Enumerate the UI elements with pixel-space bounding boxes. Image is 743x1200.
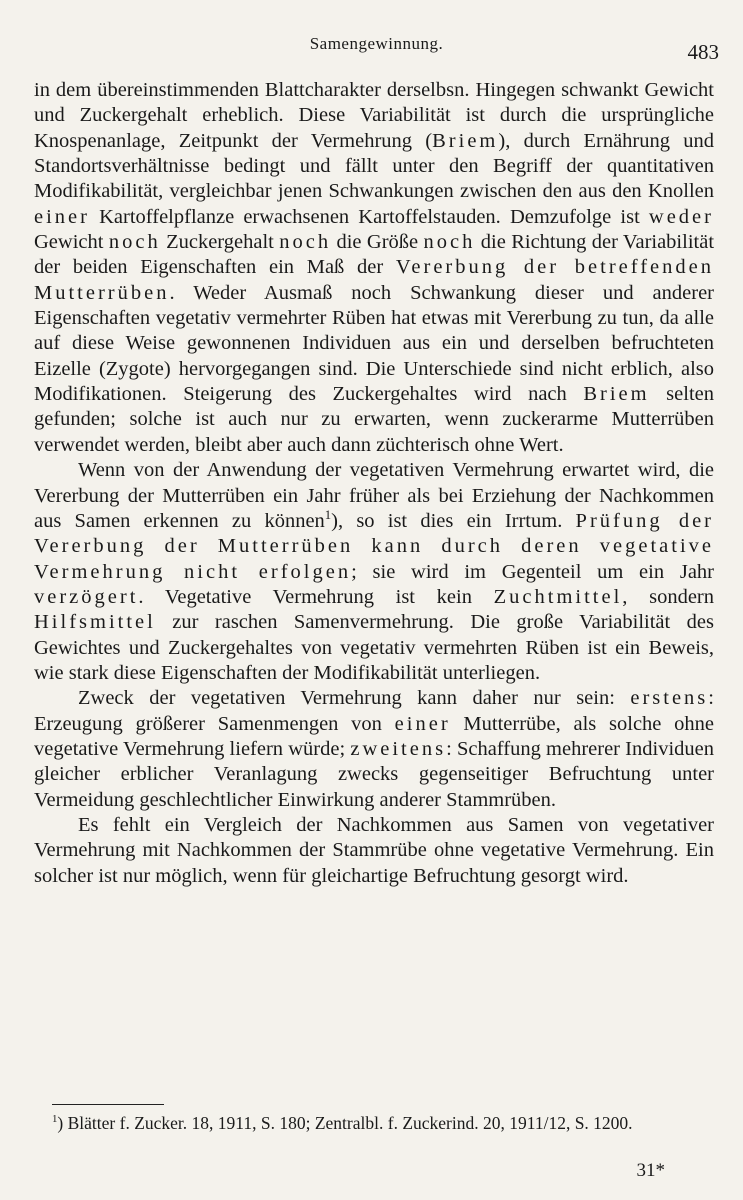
text-run: zur raschen Samenvermehrung. Die große Variabilität des Gewichtes und Zuckergehaltes von vegetativ vermehrten Rüben ist ein Beweis, wie stark diese Eigenschaften der Modifikabilität unterliegen. bbox=[34, 611, 714, 684]
text-run: Zuckergehalt bbox=[160, 231, 280, 254]
spaced-text: noch bbox=[423, 231, 476, 254]
spaced-text: weder bbox=[648, 205, 714, 228]
spaced-text: Briem bbox=[432, 129, 499, 152]
text-run: die Richtung der Variabilität der beiden Eigenschaften ein Maß der bbox=[34, 231, 715, 279]
footnote-marker: 1 bbox=[52, 1113, 58, 1126]
spaced-text: zweitens bbox=[350, 737, 447, 760]
text-run: selten gefunden; solche ist auch nur zu erwarten, wenn zuckerarme Mutterrüben verwendet werden, bleibt aber auch dann züchterisch ohne Wert. bbox=[34, 383, 714, 456]
text-run: in dem übereinstimmenden Blattcharakter derselbsn. Hingegen schwankt Gewicht und Zuckergehalt erheblich. Diese Variabilität ist durch die ursprüngliche Knospenanlage, Zeitpunkt der Vermehrung ( bbox=[34, 79, 714, 152]
spaced-text: noch bbox=[108, 231, 161, 254]
spaced-text: verzögert bbox=[34, 585, 139, 608]
spaced-text: Prüfung der Vererbung der Mutterrüben kann durch deren vegetative Vermehrung nicht erfolgen bbox=[34, 509, 714, 583]
spaced-text: noch bbox=[279, 231, 332, 254]
page-number: 483 bbox=[687, 40, 719, 64]
text-run: . Weder Ausmaß noch Schwankung dieser und anderer Eigenschaften vegetativ vermehrter Rüben hat etwas mit Vererbung zu tun, da alle auf diese Weise gewonnenen Individuen aus ein und derselben befruchteten Eizelle (Zygote) hervorgegangen sind. Die Unterschiede sind nicht erblich, also Modifikationen. Steigerung des Zuckergehaltes wird nach bbox=[34, 281, 714, 406]
text-run: : Schaffung mehrerer Individuen gleicher erblicher Veranlagung zwecks gegenseitiger Befruchtung unter Vermeidung geschlechtlicher Einwirkung anderer Stammrüben. bbox=[34, 737, 714, 811]
paragraph-3 bbox=[34, 686, 714, 813]
spaced-text: Zuchtmittel bbox=[493, 585, 623, 608]
text-run: , sondern bbox=[622, 585, 714, 608]
text-run: Gewicht bbox=[34, 231, 109, 254]
paragraph-2 bbox=[34, 458, 714, 686]
text-run: die Größe bbox=[331, 231, 424, 254]
spaced-text: einer bbox=[34, 205, 90, 228]
text-run: Kartoffelpflanze erwachsenen Kartoffelstauden. Demzufolge ist bbox=[89, 205, 649, 228]
text-run: ; sie wird im Gegenteil um ein Jahr bbox=[351, 560, 714, 583]
spaced-text: erstens bbox=[630, 687, 709, 710]
footnote-divider bbox=[52, 1104, 164, 1105]
body-text bbox=[34, 78, 714, 889]
text-run: : Erzeugung größerer Samenmengen von bbox=[34, 687, 714, 735]
text-run: . Vegetative Vermehrung ist kein bbox=[138, 585, 494, 608]
text-run: Es fehlt ein Vergleich der Nachkommen aus Samen von vegetativer Vermehrung mit Nachkommen der Stammrübe ohne vegetative Vermehrung. Ein solcher ist nur möglich, wenn für gleichartige Befruchtung gesorgt wird. bbox=[34, 813, 714, 887]
paragraph-4 bbox=[34, 813, 714, 889]
spaced-text: Vererbung der betreffenden Mutterrüben bbox=[34, 256, 714, 304]
footnote-text: ) Blätter f. Zucker. 18, 1911, S. 180; Zentralbl. f. Zuckerind. 20, 1911/12, S. 1200. bbox=[57, 1113, 633, 1133]
text-run: Mutterrübe, als solche ohne vegetative Vermehrung liefern würde; bbox=[34, 712, 714, 760]
footnote bbox=[34, 1112, 709, 1134]
paragraph-1 bbox=[34, 78, 714, 458]
text-run: Zweck der vegetativen Vermehrung kann daher nur sein: bbox=[78, 687, 631, 710]
spaced-text: Hilfsmittel bbox=[34, 611, 156, 634]
text-run: ), durch Ernährung und Standortsverhältnisse bedingt und fällt unter den Begriff der quantitativen Modifikabilität, vergleichbar jenen Schwankungen zwischen den aus den Knollen bbox=[34, 129, 714, 203]
spaced-text: einer bbox=[394, 712, 451, 735]
text-run: ), so ist dies ein Irrtum. bbox=[331, 509, 576, 532]
text-run: Wenn von der Anwendung der vegetativen Vermehrung erwartet wird, die Vererbung der Mutterrüben ein Jahr früher als bei Erziehung der Nachkommen aus Samen erkennen zu können bbox=[34, 459, 714, 532]
signature-mark: 31* bbox=[636, 1160, 665, 1181]
footnote-reference: 1 bbox=[324, 508, 332, 523]
page-header bbox=[34, 34, 719, 62]
running-title: Samengewinnung. bbox=[309, 34, 444, 53]
spaced-text: Briem bbox=[583, 383, 650, 406]
